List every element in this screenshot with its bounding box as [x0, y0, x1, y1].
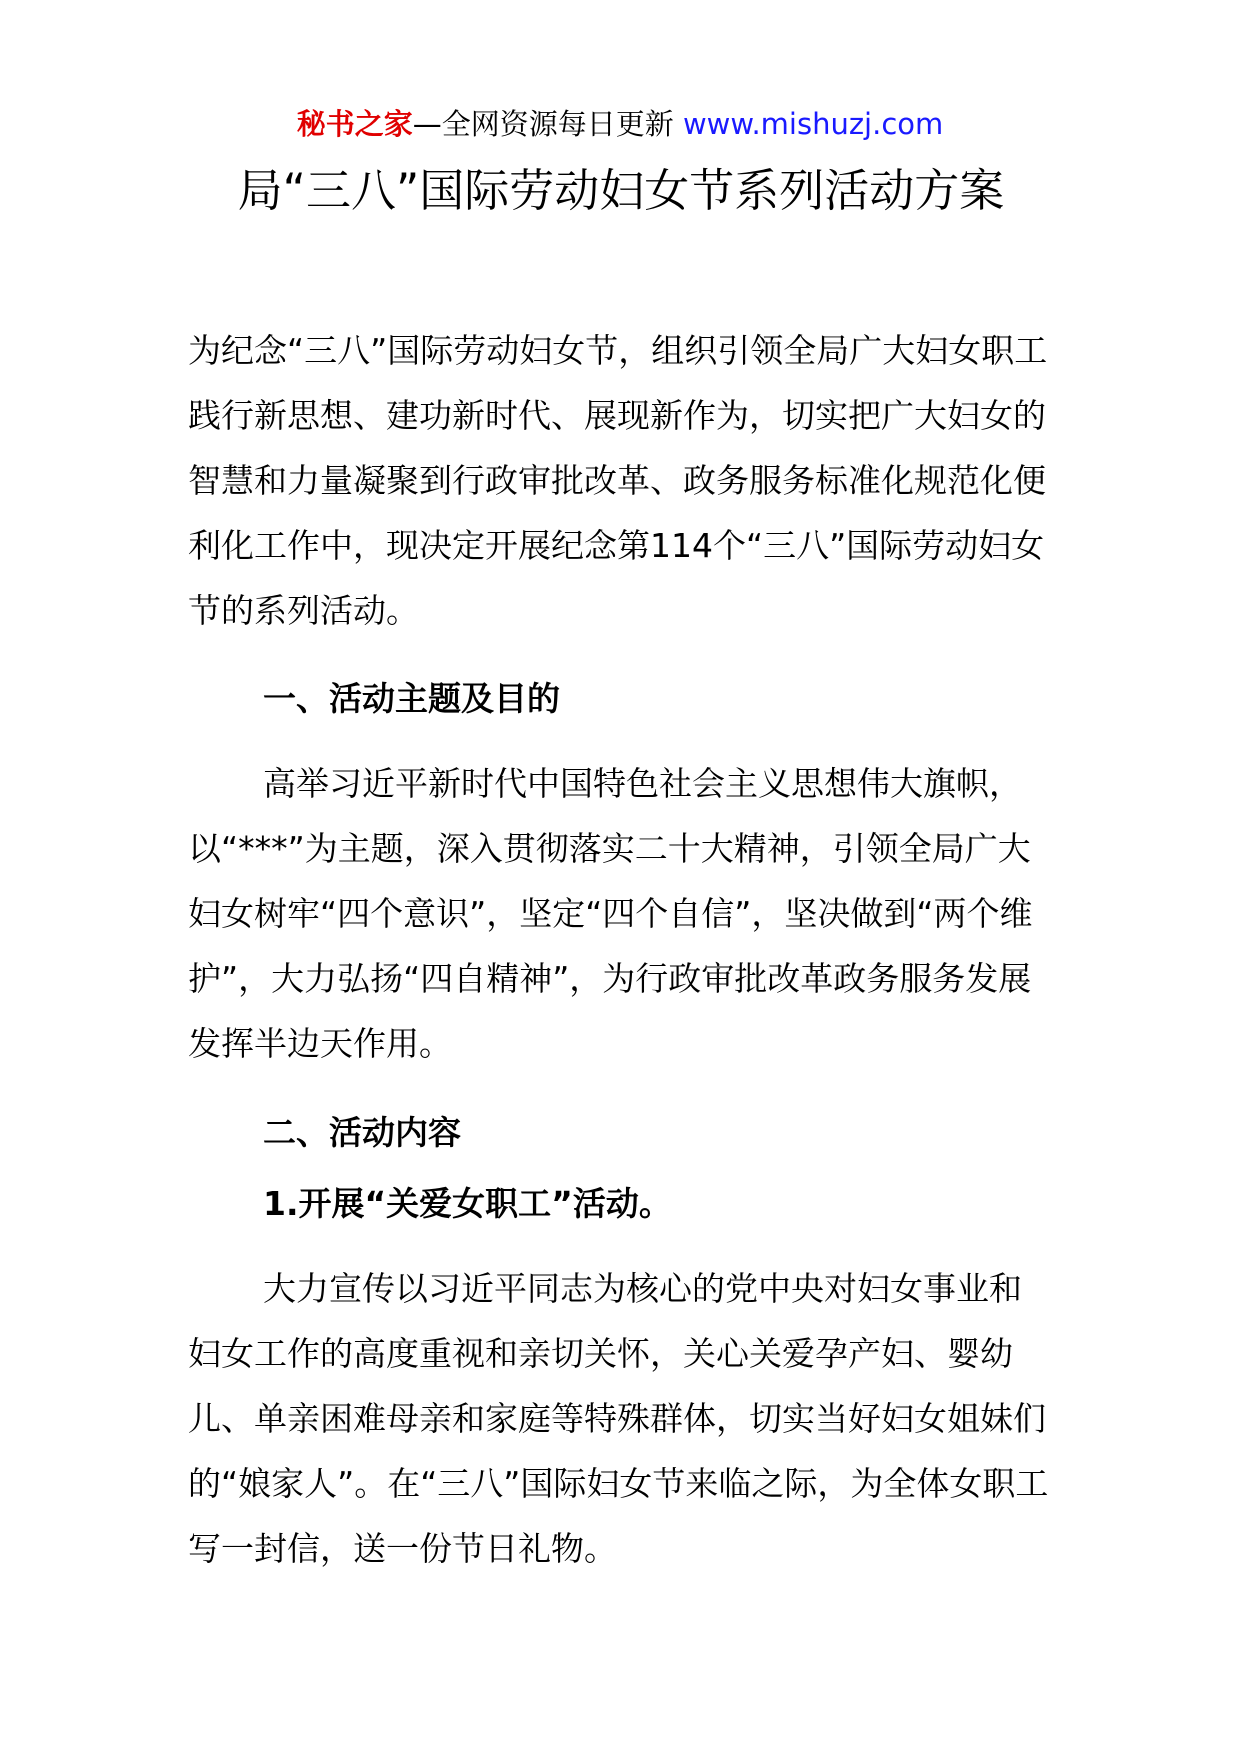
site-url-link[interactable]: www.mishuzj.com: [682, 107, 944, 141]
site-header: [0, 100, 1240, 148]
care-paragraph: 大力宣传以习近平同志为核心的党中央对妇女事业和妇女工作的高度重视和亲切关怀，关心关爱孕产妇、婴幼儿、单亲困难母亲和家庭等特殊群体，切实当好妇女姐妹们的“娘家人”。在“三八”国际妇女节来临之际，为全体女职工写一封信，送一份节日礼物。: [188, 1269, 1049, 1568]
item-heading-care: 1.开展“关爱女职工”活动。: [263, 1184, 672, 1223]
brand-name: 秘书之家: [296, 107, 413, 141]
intro-paragraph: 为纪念“三八”国际劳动妇女节，组织引领全局广大妇女职工践行新思想、建功新时代、展现新作为，切实把广大妇女的智慧和力量凝聚到行政审批改革、政务服务标准化规范化便利化工作中，现决定开展纪念第114个“三八”国际劳动妇女节的系列活动。: [188, 331, 1048, 630]
section-heading-content: 二、活动内容: [263, 1113, 461, 1152]
header-tagline: —全网资源每日更新: [412, 107, 674, 141]
theme-paragraph: 高举习近平新时代中国特色社会主义思想伟大旗帜，以“***”为主题，深入贯彻落实二十大精神，引领全局广大妇女树牢“四个意识”，坚定“四个自信”，坚决做到“两个维护”，大力弘扬“四自精神”，为行政审批改革政务服务发展发挥半边天作用。: [188, 764, 1033, 1063]
section-heading-theme: 一、活动主题及目的: [263, 679, 560, 718]
document-body: [188, 318, 1054, 1581]
document-title: 局“三八”国际劳动妇女节系列活动方案: [237, 164, 1005, 217]
